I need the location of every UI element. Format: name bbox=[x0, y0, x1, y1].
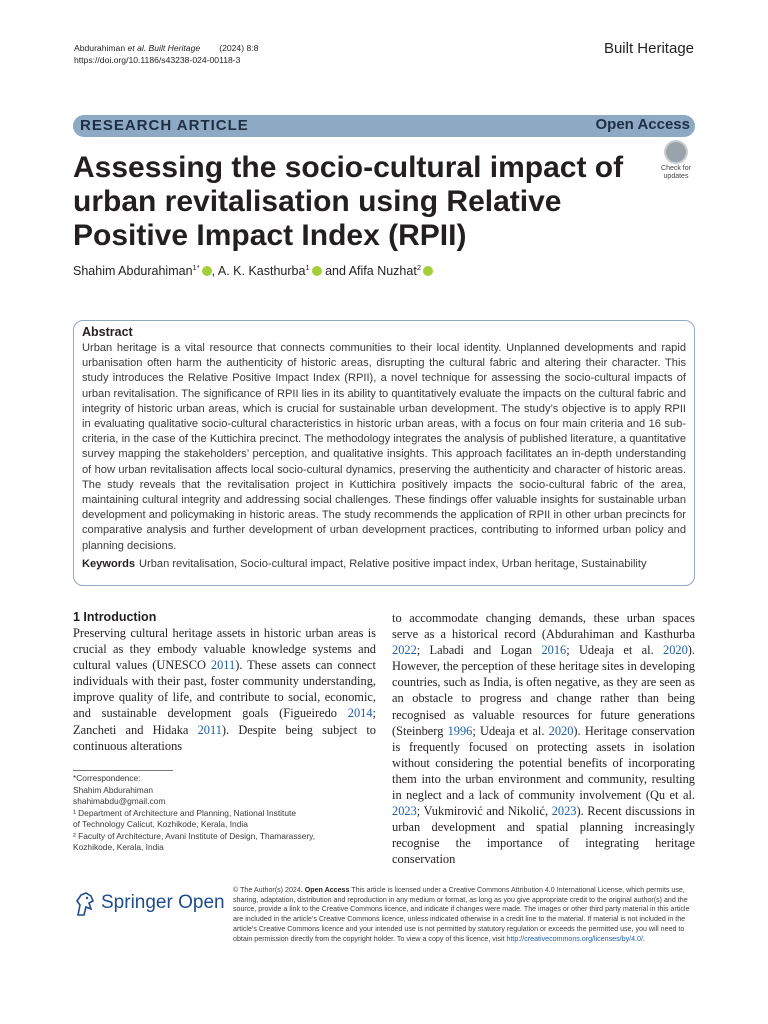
body-column-right bbox=[392, 610, 695, 868]
article-title: Assessing the socio-cultural impact of urban revitalisation using Relative Positive Impact Index (RPII) bbox=[73, 151, 624, 252]
abstract-heading: Abstract bbox=[82, 325, 133, 339]
footnote-email[interactable]: shahimabdu@gmail.com bbox=[73, 796, 166, 806]
header-journal: et al. Built Heritage bbox=[127, 43, 201, 53]
header-author: Abdurahiman bbox=[74, 43, 128, 53]
footnote-line: of Technology Calicut, Kozhikode, Kerala, India bbox=[73, 819, 248, 829]
intro-paragraph-left bbox=[73, 625, 376, 754]
citation-link[interactable]: 2022 bbox=[392, 643, 417, 658]
body-text-run: ; Vukmirović and Nikolić, bbox=[416, 804, 552, 819]
body-text-run: to accommodate changing demands, these urban spaces serve as a historical record (Abdurahiman and Kasthurba bbox=[392, 611, 695, 642]
citation-link[interactable]: 2011 bbox=[210, 658, 236, 673]
body-text-run: ). However, the perception of these heritage sites in developing countries, such as India, is often negative, as they are seen as an obstacle to progress and change rather than being recognised as valuable resources for future generations (Steinberg bbox=[392, 643, 696, 738]
footnote-divider bbox=[73, 770, 173, 771]
body-text-run: UNESCO bbox=[156, 658, 211, 673]
springer-horse-icon bbox=[74, 891, 96, 917]
orcid-icon[interactable] bbox=[423, 266, 433, 276]
header-volume: (2024) 8:8 bbox=[219, 43, 259, 53]
citation-link[interactable]: 2020 bbox=[663, 643, 688, 658]
orcid-icon[interactable] bbox=[202, 266, 212, 276]
citation-link[interactable]: 2014 bbox=[347, 706, 373, 721]
journal-name: Built Heritage bbox=[603, 40, 694, 57]
keywords-label: Keywords bbox=[82, 557, 136, 570]
footnote-line: *Correspondence: bbox=[73, 773, 141, 783]
article-banner bbox=[73, 115, 695, 137]
citation-link[interactable]: 2020 bbox=[548, 723, 574, 738]
body-text-run: ). Recent discussions in urban development and spatial planning increasingly recognise the importance of integrating heritage conservation bbox=[392, 804, 695, 867]
check-updates-icon bbox=[664, 140, 688, 164]
check-for-updates-badge[interactable] bbox=[656, 140, 696, 180]
author-affil: 2 bbox=[416, 263, 421, 272]
section-heading: 1 Introduction bbox=[73, 610, 157, 624]
badge-line2: updates bbox=[663, 173, 689, 180]
body-text-run: ; Udeaja et al. bbox=[566, 643, 663, 658]
footnote-line: ¹ Department of Architecture and Planning, National Institute bbox=[73, 807, 296, 818]
author-name[interactable]: Shahim Abdurahiman bbox=[73, 264, 193, 279]
citation-link[interactable]: 2023 bbox=[551, 804, 577, 819]
license-suffix: . bbox=[642, 934, 645, 943]
license-text bbox=[233, 886, 693, 944]
author-affil: 1* bbox=[192, 263, 200, 272]
license-body: This article is licensed under a Creative Commons Attribution 4.0 International License, which permits use, sharing, adaptation, distribution and reproduction in any medium or format, as long as you give appropriate credit to the original author(s) and the source, provide a link to the Creative Commons licence, and indicate if changes were made. The images or other third party material in this article are included in the article’s Creative Commons licence, unless indicated otherwise in a credit line to the material. If material is not included in the article’s Creative Commons licence and your intended use is not permitted by statutory regulation or exceeds the permitted use, you will need to obtain permission directly from the copyright holder. To view a copy of this licence, visit bbox=[233, 886, 690, 943]
footnote-line: ² Faculty of Architecture, Avani Institute of Design, Thamarassery, bbox=[73, 830, 316, 841]
footnote-line: Shahim Abdurahiman bbox=[73, 784, 154, 795]
body-text-run: ). Despite being subject to continuous alterations bbox=[73, 722, 376, 753]
citation-link[interactable]: 2023 bbox=[392, 804, 417, 819]
footnotes bbox=[73, 773, 373, 854]
body-text-run: ). These assets can connect individuals with their past, foster community understanding, improve quality of life, and contribute to social, economic, and sustainable development goals (Figueiredo bbox=[73, 658, 377, 721]
abstract-text: Urban heritage is a vital resource that connects communities to their local identity. Unplanned developments and rapid urbanisation often harm the authenticity of historic areas, disrupting the cultural fabric and altering their character. This study introduces the Relative Positive Impact Index (RPII), a novel technique for assessing the socio-cultural impacts of urban revitalisation. The significance of RPII lies in its ability to quantitatively evaluate the impacts on the cultural fabric and integrity of historic urban areas, which is crucial for sustainable urban development. The study’s objective is to apply RPII in evaluating qualitative socio-cultural characteristics in historic urban areas, with a focus on four main criteria and 16 sub-criteria, in the case of the Kuttichira precinct. The methodology integrates the analysis of published literature, a quantitative survey mapping the stakeholders’ perception, and qualitative insights. This approach facilitates an in-depth understanding of how urban revitalisation affects local socio-cultural dynamics, preserving the authenticity and character of historic areas. The study reveals that the revitalisation project in Kuttichira positively impacts the socio-cultural fabric of the area, maintaining cultural integrity and addressing social challenges. These findings offer valuable insights for sustainable urban development and policymaking in historic areas. The study recommends the application of RPII in other urban precincts for comparative analysis and further development of urban development practices, contributing to informed urban policy and planning decisions. bbox=[82, 342, 686, 552]
license-link[interactable]: http://creativecommons.org/licenses/by/4.0/ bbox=[506, 934, 643, 943]
body-text-run: Preserving cultural heritage assets in historic urban areas is crucial as they embody valuable knowledge systems and cultural values ( bbox=[73, 626, 376, 673]
abstract-box bbox=[73, 320, 695, 586]
body-text-run: ; Udeaja et al. bbox=[472, 723, 549, 738]
footnote-line: Kozhikode, Kerala, India bbox=[73, 842, 164, 852]
citation-link[interactable]: 2016 bbox=[541, 643, 567, 658]
open-access-label: Open Access bbox=[595, 116, 690, 133]
running-header bbox=[74, 42, 258, 66]
logo-open: Open bbox=[178, 892, 225, 913]
body-text-run: ; Labadi and Logan bbox=[416, 643, 542, 658]
body-text-run: ; Zancheti and Hidaka bbox=[73, 706, 376, 737]
keywords-list: Urban revitalisation, Socio-cultural impact, Relative positive impact index, Urban heritage, Sustainability bbox=[139, 557, 647, 570]
body-text-run: ). Heritage conservation is frequently focused on protecting assets in isolation without considering the potential benefits of incorporating them into the urban environment and community, resulting in neglect and a lack of community involvement (Qu et al. bbox=[392, 723, 695, 803]
author-name[interactable]: and Afifa Nuzhat bbox=[321, 264, 417, 279]
article-type: RESEARCH ARTICLE bbox=[80, 117, 249, 134]
orcid-icon[interactable] bbox=[312, 266, 322, 276]
citation-link[interactable]: 1996 bbox=[447, 723, 473, 738]
header-doi[interactable]: https://doi.org/10.1186/s43238-024-00118-3 bbox=[74, 55, 241, 65]
author-name[interactable]: , A. K. Kasthurba bbox=[211, 264, 306, 279]
author-list bbox=[73, 263, 433, 278]
intro-paragraph-right bbox=[392, 610, 695, 868]
citation-link[interactable]: 2011 bbox=[197, 722, 222, 737]
author-affil: 1 bbox=[305, 263, 310, 272]
logo-springer: Springer bbox=[101, 892, 173, 913]
license-oa: Open Access bbox=[304, 886, 350, 894]
body-column-left bbox=[73, 610, 376, 754]
license-prefix: © The Author(s) 2024. bbox=[233, 886, 305, 894]
badge-line1: Check for bbox=[661, 165, 691, 172]
keywords bbox=[82, 557, 686, 572]
